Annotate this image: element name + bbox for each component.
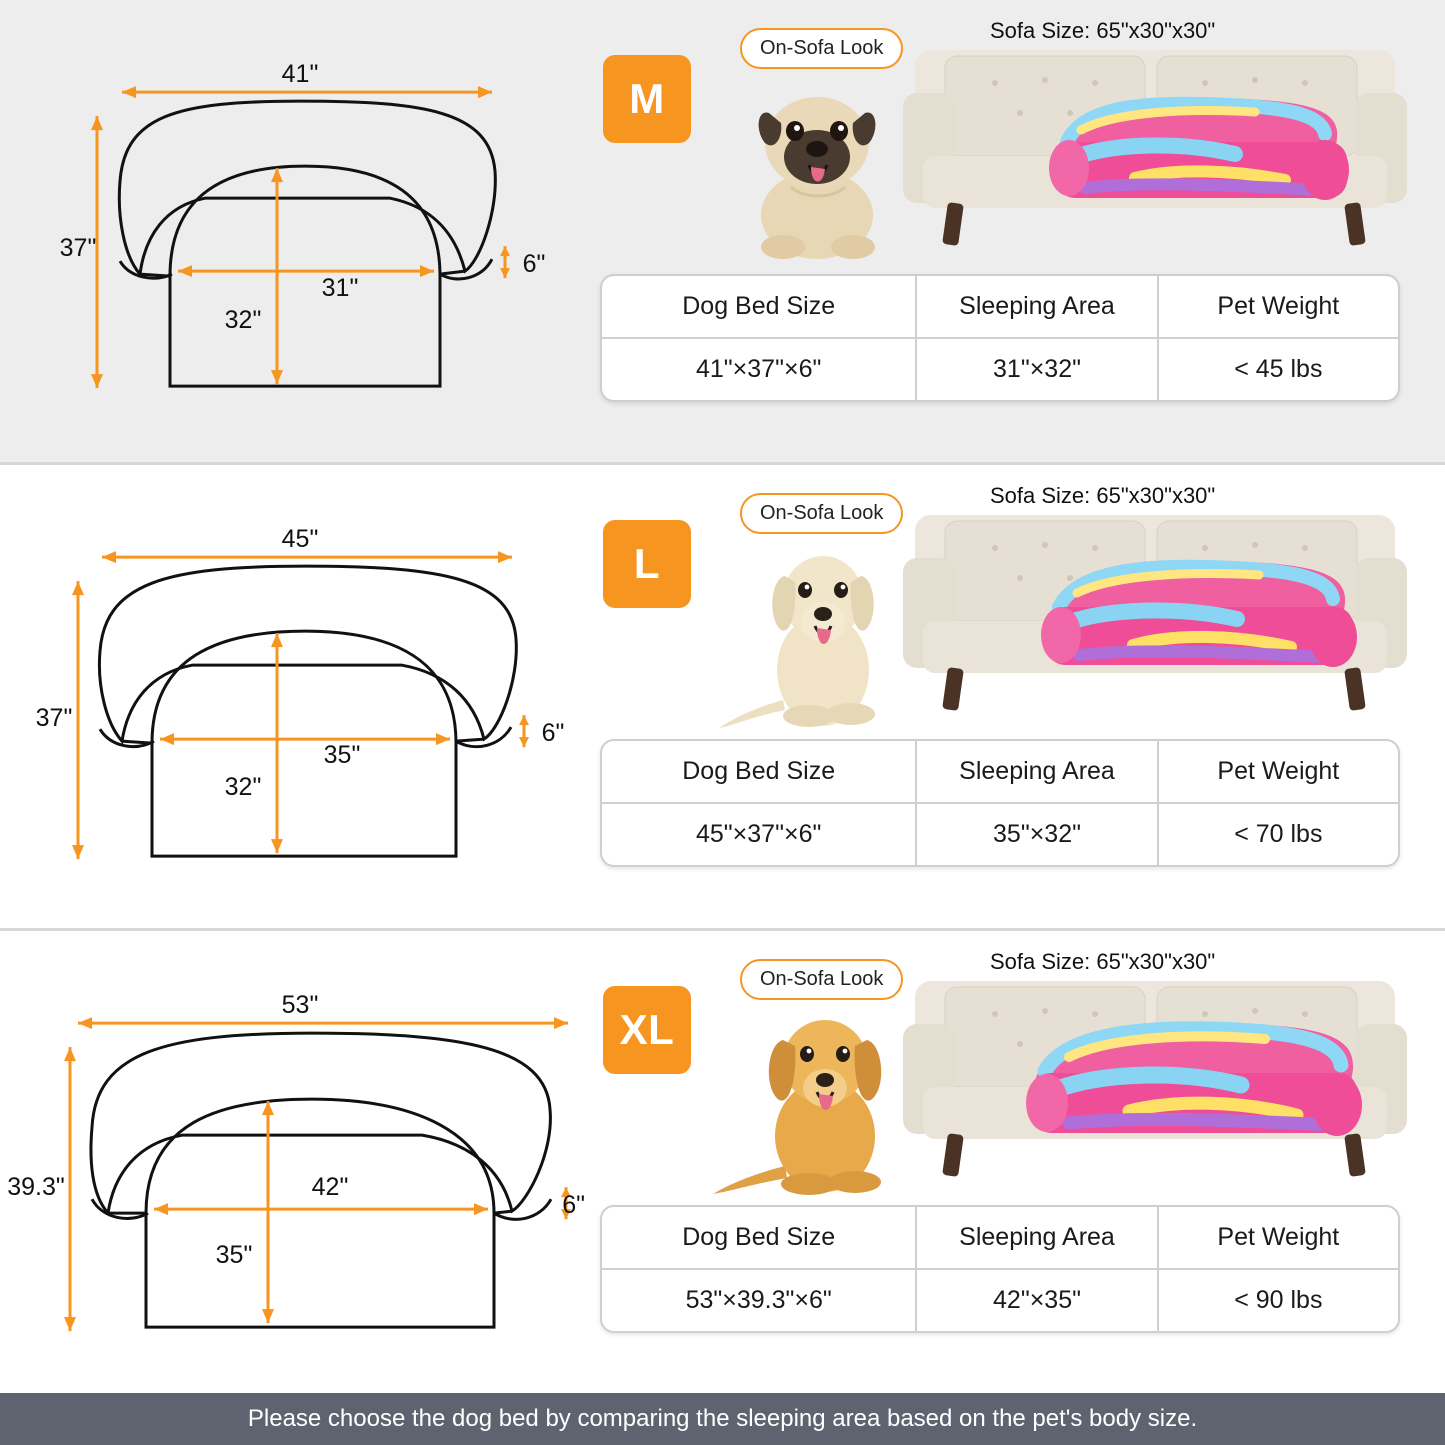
bed-diagram-xl bbox=[0, 931, 590, 1393]
info-pane-l bbox=[590, 465, 1445, 927]
bed-diagram-l bbox=[0, 465, 590, 927]
on-sofa-look-tag-m: On-Sofa Look bbox=[740, 28, 903, 69]
info-pane-m bbox=[590, 0, 1445, 462]
spec-table-header-row bbox=[602, 276, 1398, 337]
sofa-photo-m bbox=[885, 38, 1425, 268]
value-pet-weight: < 45 lbs bbox=[1157, 339, 1398, 400]
spec-table-xl bbox=[600, 1205, 1400, 1333]
on-sofa-look-tag-l: On-Sofa Look bbox=[740, 493, 903, 534]
header-pet-weight: Pet Weight bbox=[1157, 276, 1398, 337]
value-sleeping-area: 42"×35" bbox=[915, 1270, 1156, 1331]
dim-inner-height-xl: 35" bbox=[215, 1240, 253, 1269]
dim-inner-width-m: 31" bbox=[321, 274, 359, 303]
value-dog-bed-size: 45"×37"×6" bbox=[696, 820, 822, 849]
value-pet-weight: < 90 lbs bbox=[1157, 1270, 1398, 1331]
footer-note: Please choose the dog bed by comparing the sleeping area based on the pet's body size. bbox=[0, 1393, 1445, 1445]
photo-area-m bbox=[600, 10, 1400, 268]
spec-table-value-row bbox=[602, 1268, 1398, 1331]
value-dog-bed-size: 41"×37"×6" bbox=[696, 355, 822, 383]
size-badge-m: M bbox=[603, 55, 691, 143]
dim-thickness-l: 6" bbox=[541, 719, 565, 748]
header-dog-bed-size: Dog Bed Size bbox=[682, 292, 836, 320]
dim-height-m: 37" bbox=[59, 234, 97, 263]
size-row-m bbox=[0, 0, 1445, 465]
value-sleeping-area: 35"×32" bbox=[915, 804, 1156, 865]
value-pet-weight: < 70 lbs bbox=[1157, 804, 1398, 865]
spec-table-value-row bbox=[602, 802, 1398, 865]
header-pet-weight: Pet Weight bbox=[1157, 1207, 1398, 1268]
header-sleeping-area: Sleeping Area bbox=[915, 1207, 1156, 1268]
spec-table-header-row bbox=[602, 741, 1398, 802]
header-pet-weight: Pet Weight bbox=[1157, 741, 1398, 802]
value-sleeping-area: 31"×32" bbox=[915, 339, 1156, 400]
header-sleeping-area: Sleeping Area bbox=[915, 741, 1156, 802]
photo-area-l bbox=[600, 475, 1400, 733]
on-sofa-look-tag-xl: On-Sofa Look bbox=[740, 959, 903, 1000]
dim-height-xl: 39.3" bbox=[7, 1172, 65, 1201]
spec-table-m bbox=[600, 274, 1400, 402]
sofa-size-label-l: Sofa Size: 65"x30"x30" bbox=[990, 483, 1216, 509]
size-badge-xl: XL bbox=[603, 986, 691, 1074]
spec-table-value-row bbox=[602, 337, 1398, 400]
dim-inner-width-xl: 42" bbox=[311, 1172, 349, 1201]
dim-inner-width-l: 35" bbox=[323, 741, 361, 770]
sofa-size-label-m: Sofa Size: 65"x30"x30" bbox=[990, 18, 1216, 43]
header-sleeping-area: Sleeping Area bbox=[915, 276, 1156, 337]
sofa-photo-xl bbox=[885, 969, 1425, 1199]
dim-width-m: 41" bbox=[281, 60, 319, 89]
header-dog-bed-size: Dog Bed Size bbox=[682, 757, 836, 786]
dog-photo-pug bbox=[705, 65, 935, 265]
dim-thickness-m: 6" bbox=[522, 250, 546, 279]
spec-table-l bbox=[600, 739, 1400, 867]
sofa-photo-l bbox=[885, 503, 1425, 733]
value-dog-bed-size: 53"×39.3"×6" bbox=[685, 1285, 832, 1314]
dim-width-l: 45" bbox=[281, 525, 319, 554]
dim-width-xl: 53" bbox=[281, 990, 319, 1019]
dim-inner-height-m: 32" bbox=[224, 306, 262, 335]
size-row-xl bbox=[0, 931, 1445, 1393]
size-row-l bbox=[0, 465, 1445, 930]
info-pane-xl bbox=[590, 931, 1445, 1393]
dog-photo-labrador bbox=[705, 530, 935, 730]
size-badge-l: L bbox=[603, 520, 691, 608]
dog-photo-golden-retriever bbox=[705, 996, 935, 1196]
bed-diagram-m bbox=[0, 0, 590, 462]
dim-inner-height-l: 32" bbox=[224, 773, 262, 802]
photo-area-xl bbox=[600, 941, 1400, 1199]
spec-table-header-row bbox=[602, 1207, 1398, 1268]
dim-height-l: 37" bbox=[35, 704, 73, 733]
dim-thickness-xl: 6" bbox=[562, 1190, 585, 1219]
sofa-size-label-xl: Sofa Size: 65"x30"x30" bbox=[990, 948, 1216, 974]
header-dog-bed-size: Dog Bed Size bbox=[682, 1222, 836, 1251]
